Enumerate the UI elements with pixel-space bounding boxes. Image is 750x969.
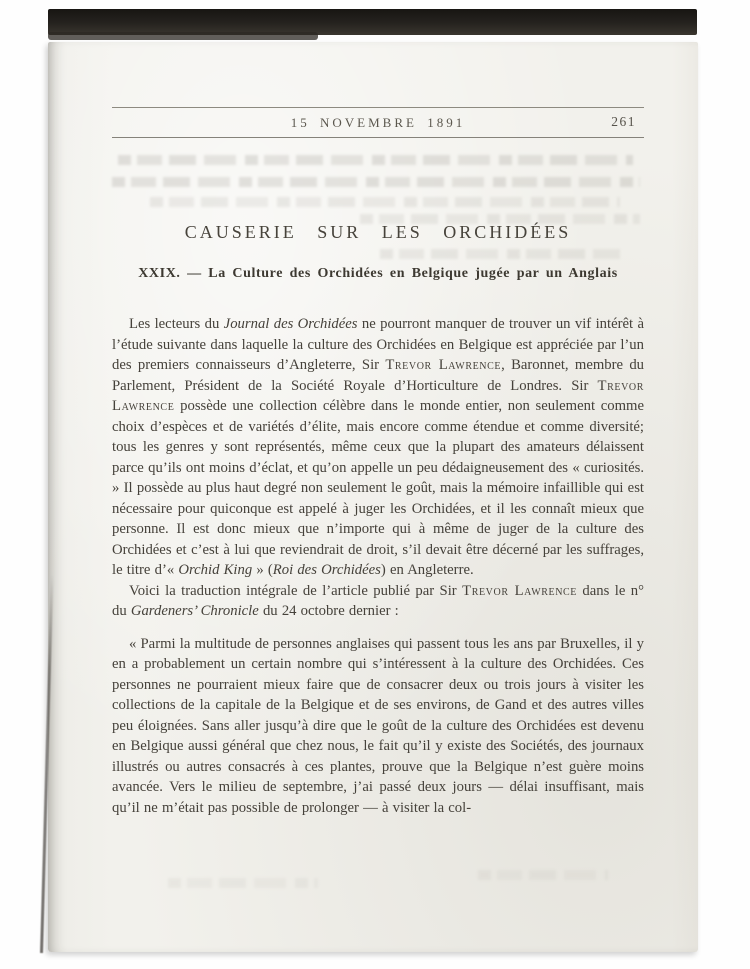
paragraph bbox=[112, 581, 644, 622]
page-header-row bbox=[112, 108, 644, 137]
bleedthrough-line bbox=[118, 155, 633, 165]
article-body bbox=[112, 314, 644, 818]
text-run: possède une collection célèbre dans le monde entier, non seulement comme choix d’espèces et de variétés d’élite, mais encore comme étendue et comme diversité; tous les genres y sont représentés, même ceux que la plupart des amateurs délaissent parce qu’ils ont moins d’éclat, et qu’on appelle un peu dédaigneusement des « curiosités. » Il possède au plus haut degré non seulement le goût, mais la mémoire infaillible qui est nécessaire pour quiconque est appelé à juger les Orchidées, et il les connaît mieux que personne. Il est donc mieux que n’importe qui à même de juger de la culture des Orchidées et c’est à lui que reviendrait de droit, s’il devait être décerné par les suffrages, le titre d’« bbox=[112, 398, 644, 578]
paragraph bbox=[112, 634, 644, 819]
journal-date: 15 NOVEMBRE 1891 bbox=[290, 115, 466, 130]
text-run: » ( bbox=[252, 562, 273, 578]
bleedthrough-line bbox=[150, 197, 620, 207]
text-run: Gardeners’ Chronicle bbox=[130, 603, 259, 619]
text-run: Trevor Lawrence bbox=[462, 582, 578, 599]
bleedthrough-line bbox=[112, 177, 640, 187]
text-run: du 24 octobre dernier : bbox=[258, 603, 399, 619]
page-scan bbox=[48, 42, 698, 952]
page-number: 261 bbox=[611, 114, 636, 129]
page-header bbox=[112, 107, 644, 138]
text-run: , Baronnet, membre du Parlement, Président de la Société Royale d’Horticulture de Londres. Sir bbox=[112, 357, 645, 394]
scan-dark-band-edge bbox=[48, 32, 318, 40]
text-run: Journal des Orchidées bbox=[223, 316, 358, 332]
text-run: Trevor Lawrence bbox=[112, 377, 644, 414]
text-run: Trevor Lawrence bbox=[385, 357, 502, 373]
bleedthrough-line bbox=[478, 870, 608, 880]
text-run: Roi des Orchidées bbox=[272, 562, 381, 578]
paragraph bbox=[112, 314, 644, 581]
text-run: ) en Angleterre. bbox=[380, 562, 474, 578]
text-run: « Parmi la multitude de personnes anglaises qui passent tous les ans par Bruxelles, il y en a probablement un certain nombre qui s’intéressent à la culture des Orchidées. Ces personnes ne pourraient mieux faire que de consacrer deux ou trois jours à visiter les collections de la capitale de la Belgique et de ses environs, de Gand et des autres villes peu éloignées. Sans aller jusqu’à dire que le goût de la culture des Orchidées est devenu en Belgique aussi général que chez nous, le fait qu’il y existe des Sociétés, des journaux illustrés ou autres consacrés à ces plantes, prouve que la Belgique n’est guère moins avancée. Vers le milieu de septembre, j’ai passé deux jours — délai insuffisant, mais qu’il ne m’était pas possible de prolonger — à visiter la col- bbox=[112, 635, 644, 816]
bleedthrough-line bbox=[168, 878, 318, 888]
text-run: ne pourront manquer de trouver un vif intérêt à l’étude suivante dans laquelle la culture des Orchidées en Belgique est appréciée par l’un des premiers connaisseurs d’Angleterre, Sir bbox=[112, 316, 644, 373]
text-run: Orchid King bbox=[178, 562, 253, 578]
article-title: CAUSERIE SUR LES ORCHIDÉES bbox=[184, 222, 572, 242]
text-run: Voici la traduction intégrale de l’article publié par Sir bbox=[129, 582, 463, 599]
bleedthrough-line bbox=[380, 249, 620, 259]
text-run: Les lecteurs du bbox=[129, 316, 224, 332]
text-run: dans le n° du bbox=[112, 582, 644, 619]
article-subtitle: XXIX. — La Culture des Orchidées en Belgique jugée par un Anglais bbox=[138, 266, 618, 281]
